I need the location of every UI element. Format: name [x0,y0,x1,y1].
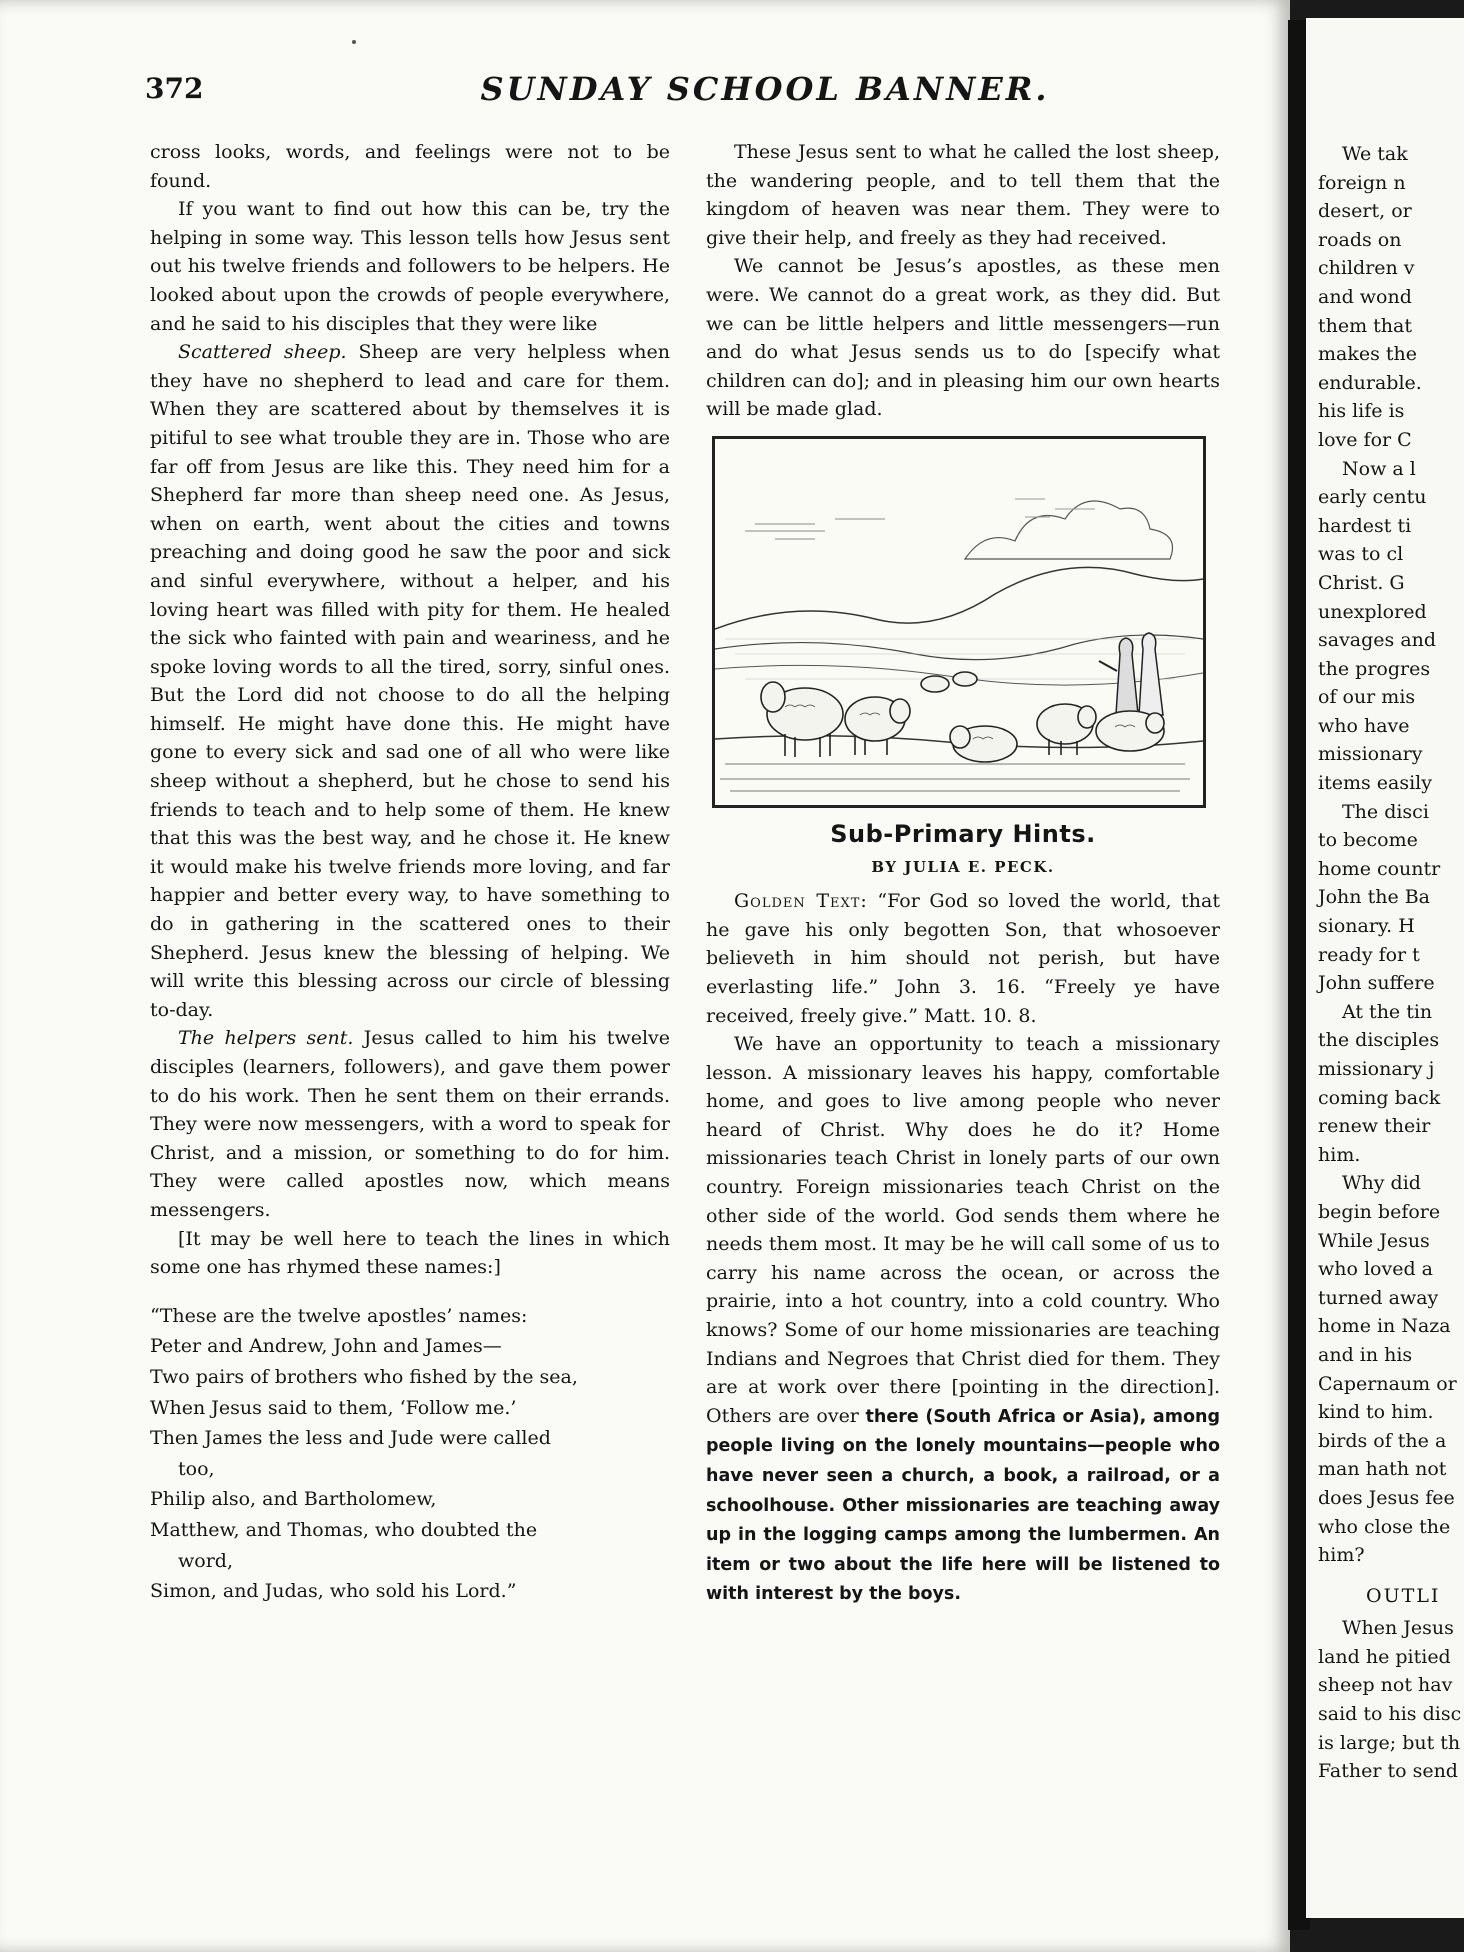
text-line: items easily [1318,772,1432,795]
text-line: missionary j [1318,1058,1435,1080]
golden-text: “For God so loved the world, that he gave his only begotten Son, that whosoever believeth in him should not perish, but have everlasting life.” John 3. 16. “Freely ye have received, freely give.” Matt. 10. 8. [706,890,1220,1027]
text-line: When Jesus [1342,1617,1454,1640]
text-line: them that [1318,314,1413,337]
text-line: While Jesus [1318,1229,1430,1252]
text-line: coming back [1318,1086,1441,1109]
text-line: Now a l [1342,457,1416,480]
text-line: birds of the a [1318,1429,1447,1452]
text-line: sionary. H [1318,915,1415,938]
poem-line: too, [178,1457,215,1480]
journal-title: SUNDAY SCHOOL BANNER. [480,70,1050,108]
ink-speck [352,40,356,44]
text-line: makes the [1318,343,1418,366]
paragraph [150,1024,670,1224]
text-line: who close the [1318,1515,1451,1538]
subheading-italic: Scattered sheep. [178,341,347,364]
text-line: ready for t [1318,943,1420,966]
text-line: At the tin [1342,1000,1433,1023]
text-line: John suffere [1318,972,1435,995]
text-line: does Jesus fee [1318,1486,1455,1509]
byline: BY JULIA E. PECK. [871,857,1055,876]
text-line: endurable. [1318,371,1422,394]
text-line: of our mis [1318,686,1416,709]
text-line: love for C [1318,428,1412,451]
paragraph-text: We have an opportunity to teach a missionary lesson. A missionary leaves his happy, comfortable home, and goes to live among people who never heard of Christ. Why does he do it? Home missionaries teach Christ in lonely parts of our own country. Foreign missionaries teach Christ on the other side of the world. God sends them where he needs them most. It may be he will call some of us to carry his name across the ocean, or across the prairie, into a hot country, into a cold country. Who knows? Some of our home missionaries are teaching Indians and Negroes that Christ died for them. They are at work over there [pointing in the direction]. Others are over [706,1033,1220,1427]
text-line: Christ. G [1318,571,1405,594]
paragraph: If you want to find out how this can be, try the helping in some way. This lesson tells how Jesus sent out his twelve friends and followers to be helpers. He looked about upon the crowds of people everywhere, and he said to his disciples that they were like [150,198,670,335]
text-line: begin before [1318,1200,1441,1223]
poem-line: Simon, and Judas, who sold his Lord.” [150,1580,517,1603]
paragraph: cross looks, words, and feelings were not to be found. [150,141,670,192]
text-line: home countr [1318,857,1441,880]
text-line: who have [1318,714,1410,737]
text-line: and wond [1318,285,1412,308]
text-line: missionary [1318,743,1423,766]
text-line: Capernaum or [1318,1372,1457,1395]
paragraph-text: Jesus called to him his twelve disciples (learners, followers), and gave them power to do his work. Then he sent them on their errands. They were now messengers, with a word to speak for Christ, and a mission, or something to do for him. They were called apostles now, which means messengers. [150,1027,671,1221]
text-line: the disciples [1318,1029,1440,1052]
text-line: children v [1318,257,1415,280]
text-line: kind to him. [1318,1401,1434,1424]
text-line: him? [1318,1544,1365,1567]
text-line: said to his disc [1318,1703,1462,1726]
text-line: desert, or [1318,200,1412,223]
section-heading: OUTLI [1366,1584,1441,1607]
text-line: Father to send [1318,1760,1458,1783]
text-line: renew their [1318,1115,1431,1138]
text-line: is large; but th [1318,1731,1461,1754]
text-line: his life is [1318,400,1405,423]
poem-line: “These are the twelve apostles’ names: [150,1304,528,1327]
paragraph: [It may be well here to teach the lines in which some one has rhymed these names:] [150,1227,670,1279]
page-header [145,72,1275,112]
text-line: the progres [1318,657,1431,680]
text-column-right [706,138,1220,1609]
text-line: who loved a [1318,1258,1434,1281]
poem-line: word, [178,1549,233,1572]
paragraph [150,338,670,1024]
text-line: John the Ba [1318,886,1431,909]
text-line: early centu [1318,486,1427,509]
section-title: Sub-Primary Hints. [830,819,1096,848]
text-line: land he pitied [1318,1645,1451,1668]
text-line: unexplored [1318,600,1427,623]
text-line: Why did [1342,1172,1421,1195]
golden-text-label: Golden Text: [734,890,868,913]
page-number: 372 [145,72,204,105]
sheep-illustration [712,436,1206,808]
sheep-scene-drawing [715,439,1203,805]
paragraph: We cannot be Jesus’s apostles, as these men were. We cannot do a great work, as they did. But we can be little helpers and little messengers—run and do what Jesus sends us to do [specify what children can do]; and in pleasing him our own hearts will be made glad. [706,255,1220,421]
poem-line: Peter and Andrew, John and James— [150,1335,502,1358]
text-line: was to cl [1318,543,1404,566]
text-line: and in his [1318,1343,1413,1366]
poem-line: Then James the less and Jude were called [150,1427,551,1450]
paragraph: These Jesus sent to what he called the lost sheep, the wandering people, and to tell them that the kingdom of heaven was near them. They were to give their help, and freely as they had received. [706,141,1220,249]
text-line: roads on [1318,228,1402,251]
text-line: to become [1318,829,1418,852]
poem-line: Matthew, and Thomas, who doubted the [150,1518,538,1541]
text-line: turned away [1318,1286,1439,1309]
text-line: man hath not [1318,1458,1447,1481]
text-line: sheep not hav [1318,1674,1453,1697]
text-line: foreign n [1318,171,1406,194]
right-page-text [1318,140,1464,1786]
text-line: The disci [1342,800,1429,823]
paragraph-text: Sheep are very helpless when they have no shepherd to lead and care for them. When they are scattered about by themselves it is pitiful to see what trouble they are in. Those who are far off from Jesus are like this. They need him for a Shepherd far more than sheep need one. As Jesus, when on earth, went about the cities and towns preaching and doing good he saw the poor and sick and sinful everywhere, without a helper, and his loving heart was filled with pity for them. He healed the sick who fainted with pain and weariness, and he spoke loving words to all the tired, sorry, sinful ones. But the Lord did not choose to do all the helping himself. He might have done this. He might have gone to every sick and sad one of all who were like sheep without a shepherd, but he chose to send his friends to teach and to help some of them. He knew that this was the best way, and he chose it. He knew it would make his twelve friends more loving, and far happier and better every way, to have something to do in gathering in the scattered ones to their Shepherd. Jesus knew the blessing of helping. We will write this blessing across our circle of blessing to-day. [150,341,670,1021]
text-line: home in Naza [1318,1315,1451,1338]
golden-text-paragraph [706,887,1220,1030]
text-column-left [150,138,670,1608]
text-line: hardest ti [1318,514,1412,537]
text-line: him. [1318,1143,1361,1166]
poem-line: When Jesus said to them, ‘Follow me.’ [150,1396,517,1419]
poem [150,1302,670,1606]
paragraph [706,1030,1220,1609]
text-line: We tak [1342,143,1408,165]
right-page-fragment [1306,18,1464,1918]
poem-line: Philip also, and Bartholomew, [150,1488,437,1511]
text-line: savages and [1318,629,1437,652]
poem-line: Two pairs of brothers who fished by the sea, [150,1365,578,1388]
paragraph-text-bold: there (South Africa or Asia), among people living on the lonely mountains—people who have never seen a church, a book, a railroad, or a schoolhouse. Other missionaries are teaching away up in the logging camps among the lumbermen. An item or two about the life here will be listened to with interest by the boys. [706,1406,1220,1605]
subheading-italic: The helpers sent. [178,1027,354,1050]
